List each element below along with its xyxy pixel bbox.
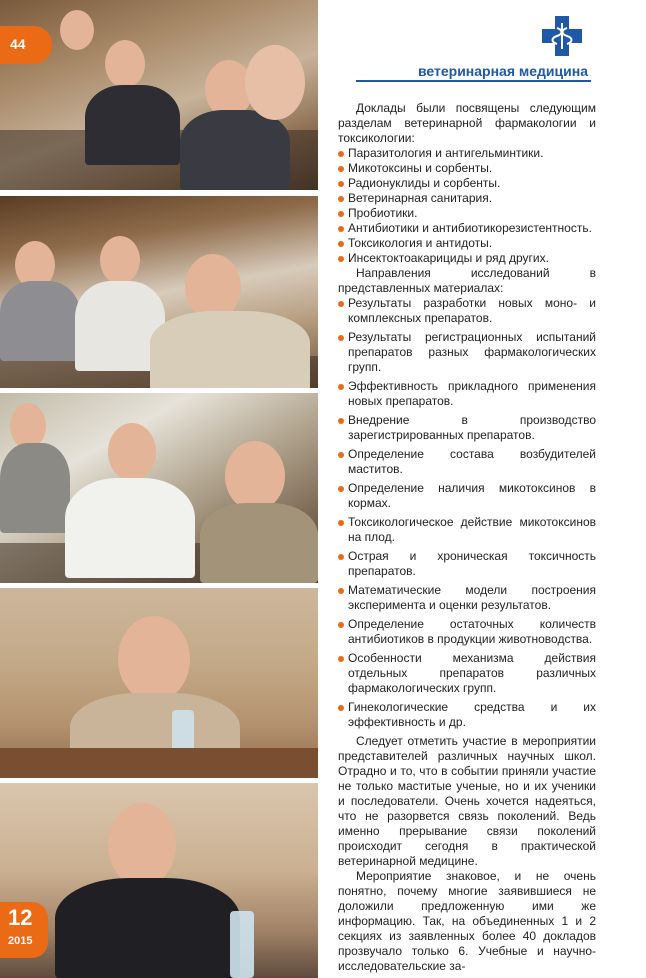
section-title: ветеринарная медицина bbox=[417, 63, 588, 79]
directions-intro: Направления исследований в представленных материалах: bbox=[338, 266, 596, 295]
list-item: Пробиотики. bbox=[338, 206, 596, 221]
issue-year: 2015 bbox=[8, 935, 33, 947]
list-item: Радионуклиды и сорбенты. bbox=[338, 176, 596, 191]
list-item: Эффективность прикладного применения новых препаратов. bbox=[338, 379, 596, 409]
list-item: Определение состава возбудителей маститов. bbox=[338, 447, 596, 477]
list-item: Паразитология и антигельминтики. bbox=[338, 146, 596, 161]
directions-list bbox=[338, 296, 596, 730]
issue-tab bbox=[0, 902, 48, 958]
speaker-photo-1 bbox=[0, 588, 318, 778]
page-number: 44 bbox=[10, 36, 26, 52]
sections-list bbox=[338, 146, 596, 266]
list-item: Острая и хроническая токсичность препаратов. bbox=[338, 549, 596, 579]
issue-number: 12 bbox=[8, 905, 33, 930]
page-number-tab bbox=[0, 26, 52, 64]
list-item: Результаты разработки новых моно- и комплексных препаратов. bbox=[338, 296, 596, 326]
speaker-photo-2 bbox=[0, 783, 318, 978]
header-divider bbox=[356, 80, 591, 82]
list-item: Определение остаточных количеств антибиотиков в продукции животноводства. bbox=[338, 617, 596, 647]
article-text bbox=[338, 101, 596, 974]
list-item: Гинекологические средства и их эффективность и др. bbox=[338, 700, 596, 730]
list-item: Результаты регистрационных испытаний препаратов разных фармакологических групп. bbox=[338, 330, 596, 375]
photo-column bbox=[0, 0, 318, 978]
veterinary-cross-logo-icon bbox=[540, 14, 584, 58]
conference-photo-1 bbox=[0, 0, 318, 190]
conference-photo-2 bbox=[0, 196, 318, 390]
conference-photo-3 bbox=[0, 393, 318, 583]
article-intro: Доклады были посвящены следующим разделам ветеринарной фармакологии и токсикологии: bbox=[338, 101, 596, 145]
article-paragraph: Мероприятие знаковое, и не очень понятно, почему многие заявившиеся не доложили предложенную ими же информацию. Так, на объединенных 1 и 2 секциях из заявленных более 40 докладов прозвучало только 6. Учебные и научно-исследовательские за- bbox=[338, 869, 596, 973]
list-item: Микотоксины и сорбенты. bbox=[338, 161, 596, 176]
list-item: Математические модели построения эксперимента и оценки результатов. bbox=[338, 583, 596, 613]
list-item: Антибиотики и антибиотикорезистентность. bbox=[338, 221, 596, 236]
list-item: Ветеринарная санитария. bbox=[338, 191, 596, 206]
list-item: Инсектоктоакарициды и ряд других. bbox=[338, 251, 596, 266]
list-item: Токсикологическое действие микотоксинов на плод. bbox=[338, 515, 596, 545]
list-item: Токсикология и антидоты. bbox=[338, 236, 596, 251]
list-item: Определение наличия микотоксинов в кормах. bbox=[338, 481, 596, 511]
list-item: Особенности механизма действия отдельных препаратов различных фармакологических групп. bbox=[338, 651, 596, 696]
article-paragraph: Следует отметить участие в мероприятии представителей различных научных школ. Отрадно и то, что в событии приняли участие не только маститые ученые, но и их ученики и последователи. Очень хочется надеяться, что не разорвется связь поколений. Ведь именно прерывание связи поколений происходит сегодня в практической ветеринарной медицине. bbox=[338, 734, 596, 868]
list-item: Внедрение в производство зарегистрированных препаратов. bbox=[338, 413, 596, 443]
